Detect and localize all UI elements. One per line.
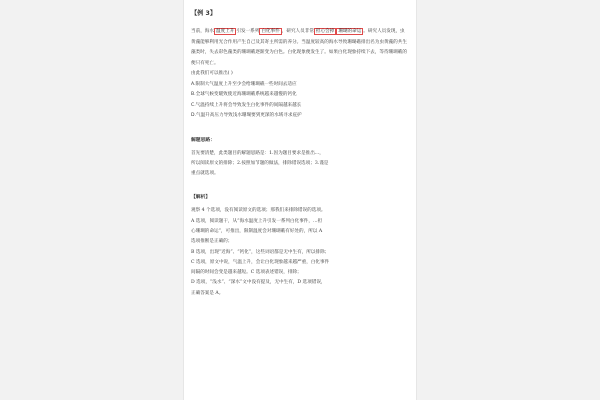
analysis-line: 选项推断是正确的；	[191, 239, 233, 245]
highlight-temperature-rise: 温度上升	[215, 29, 235, 34]
option-c: C.气温持续上升将会导致发生白化事件的间隔越来越长	[191, 102, 302, 108]
analysis-heading: 【解析】	[191, 194, 211, 201]
highlight-worry-coral-b: 珊瑚的命运	[338, 29, 362, 34]
analysis-line: D 选项，“浅水”、“深水”文中没有提及，无中生有，D 选项错误，	[191, 280, 326, 286]
stem-text-2: 引发一系列	[236, 29, 260, 34]
approach-line: 首先要清楚，此类题目的解题思路是：1.因为题目要求是推出...，	[191, 150, 324, 156]
analysis-line: 心珊瑚的命运”，可推出，限制温度会对珊瑚礁有好处的，所以 A	[191, 228, 323, 234]
analysis-line: 正确答案是 A。	[191, 290, 224, 296]
approach-heading: 解题思路：	[191, 136, 215, 143]
analysis-line: A 选项，阅读题干，从“海水温度上升引发一系列白化事件，…担	[191, 218, 323, 224]
option-d: D.气温升高压力导致浅水珊瑚要到更深的水域寻求庇护	[191, 113, 302, 118]
analysis-line: 间隔的时间会变是越来越短。C 选项表述错误，排除；	[191, 270, 302, 276]
stem-text-1: 当前，海水	[191, 29, 214, 34]
stem-text-4: 。研究人员发现，虫黄藻能够利用光合作用产生自己及其寄主所需的养分。当温度较高的海水导致珊瑚礁排出名为虫黄藻的共生藻类时，失去彩色藻类的珊瑚礁逐渐变为白色。白化现象便发生了。如果白化现象持续下去，等待珊瑚礁的便只有死亡。	[191, 29, 407, 66]
analysis-line: C 选项，原文中说，气温上升，会让白化现象越来越严重，白化事件	[191, 259, 330, 265]
question-stem	[191, 27, 409, 69]
highlight-bleaching-event: 白化事件	[261, 29, 280, 34]
analysis-line: B 选项，出现“近海”、“钙化”，这些词语都是无中生有，所以排除；	[191, 249, 330, 255]
approach-line: 所以阅读原文的排除；2.按照加节题的做法，排除错误选项；3.谨是	[191, 160, 329, 166]
option-b: B.全球气候变暖致使近海珊瑚礁系统越来越慢的钙化	[191, 92, 297, 97]
highlight-worry-coral-a: 担心会掉	[315, 29, 335, 34]
question-prompt: 由此我们可以推出( )	[191, 71, 233, 76]
approach-line: 重点就选项。	[191, 171, 219, 177]
document-page	[183, 0, 417, 400]
analysis-line: 观察 4 个选项，没有阅读原文的选项；那我们来排除错误的选项。	[191, 208, 326, 214]
example-title: 【例 3】	[191, 10, 217, 17]
option-a: A.限制大气温度上升至少会给珊瑚礁一些时间去适应	[191, 81, 297, 87]
stem-text-3: ，研究人员非常	[281, 29, 314, 34]
